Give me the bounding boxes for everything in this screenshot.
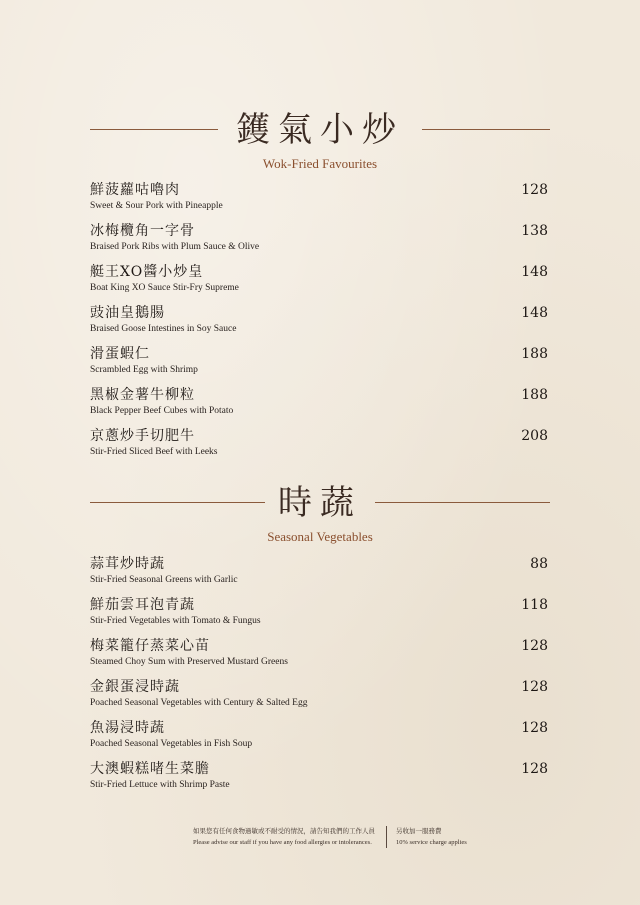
allergy-notice-en: Please advise our staff if you have any food allergies or intolerances. <box>193 839 372 846</box>
dish-price: 128 <box>521 638 548 654</box>
section-title-zh: 鑊氣小炒 <box>236 110 404 150</box>
service-charge-zh: 另收加一服務費 <box>396 828 442 835</box>
menu-item <box>90 222 550 263</box>
service-charge-notice <box>396 826 467 848</box>
dish-name-en: Stir-Fried Vegetables with Tomato & Fungus <box>90 616 261 626</box>
menu-item <box>90 678 550 719</box>
dish-name-en: Stir-Fried Sliced Beef with Leeks <box>90 447 218 457</box>
dish-name-zh: 京蔥炒手切肥牛 <box>90 428 195 444</box>
dish-name-zh: 冰梅欖角一字骨 <box>90 223 195 239</box>
dish-name-en: Stir-Fried Lettuce with Shrimp Paste <box>90 780 230 790</box>
menu-item <box>90 596 550 637</box>
dish-name-zh: 魚湯浸時蔬 <box>90 720 165 736</box>
dish-price: 188 <box>521 346 548 362</box>
dish-price: 118 <box>521 597 548 613</box>
dish-name-zh: 艇王XO醬小炒皇 <box>90 264 204 280</box>
dish-price: 128 <box>521 182 548 198</box>
dish-name-zh: 梅菜籠仔蒸菜心苗 <box>90 638 210 654</box>
menu-item <box>90 637 550 678</box>
footer-notes <box>0 826 640 852</box>
dish-price: 148 <box>521 264 548 280</box>
menu-item <box>90 263 550 304</box>
dish-name-en: Braised Goose Intestines in Soy Sauce <box>90 324 237 334</box>
dish-name-zh: 鮮茄雲耳泡青蔬 <box>90 597 195 613</box>
section-title-en: Seasonal Vegetables <box>267 529 373 544</box>
dish-name-zh: 豉油皇鵝腸 <box>90 305 165 321</box>
dish-name-en: Scrambled Egg with Shrimp <box>90 365 198 375</box>
menu-list-wok-fried <box>90 181 550 468</box>
dish-price: 188 <box>521 387 548 403</box>
section-header-wok-fried <box>90 108 550 172</box>
menu-item <box>90 386 550 427</box>
service-charge-en: 10% service charge applies <box>396 839 467 846</box>
dish-name-en: Stir-Fried Seasonal Greens with Garlic <box>90 575 238 585</box>
menu-item <box>90 181 550 222</box>
section-title-en: Wok-Fried Favourites <box>262 156 378 171</box>
allergy-notice-zh: 如果您有任何食物過敏或不耐受的情況，請告知我們的工作人員 <box>193 828 375 835</box>
dish-name-zh: 鮮菠蘿咕嚕肉 <box>90 182 180 198</box>
dish-name-zh: 蒜茸炒時蔬 <box>90 556 165 572</box>
dish-price: 148 <box>521 305 548 321</box>
dish-name-en: Poached Seasonal Vegetables with Century & Salted Egg <box>90 698 308 708</box>
menu-item <box>90 304 550 345</box>
dish-price: 128 <box>521 720 548 736</box>
dish-price: 128 <box>521 761 548 777</box>
section-title-zh: 時蔬 <box>278 483 362 523</box>
dish-name-en: Boat King XO Sauce Stir-Fry Supreme <box>90 283 239 293</box>
menu-item <box>90 555 550 596</box>
dish-name-en: Poached Seasonal Vegetables in Fish Soup <box>90 739 253 749</box>
menu-item <box>90 427 550 468</box>
dish-price: 128 <box>521 679 548 695</box>
allergy-notice <box>193 826 375 848</box>
menu-item <box>90 760 550 801</box>
dish-price: 208 <box>521 428 548 444</box>
dish-name-en: Steamed Choy Sum with Preserved Mustard Greens <box>90 657 288 667</box>
dish-name-en: Braised Pork Ribs with Plum Sauce & Olive <box>90 242 260 252</box>
section-header-vegetables <box>90 481 550 545</box>
dish-name-zh: 金銀蛋浸時蔬 <box>90 679 180 695</box>
dish-name-en: Black Pepper Beef Cubes with Potato <box>90 406 234 416</box>
dish-price: 138 <box>521 223 548 239</box>
dish-name-zh: 黑椒金薯牛柳粒 <box>90 387 195 403</box>
dish-name-zh: 滑蛋蝦仁 <box>90 346 150 362</box>
dish-name-zh: 大澳蝦糕啫生菜膽 <box>90 761 210 777</box>
menu-item <box>90 345 550 386</box>
menu-list-vegetables <box>90 555 550 801</box>
dish-name-en: Sweet & Sour Pork with Pineapple <box>90 201 223 211</box>
footer-divider <box>386 826 387 848</box>
menu-item <box>90 719 550 760</box>
dish-price: 88 <box>530 556 548 572</box>
